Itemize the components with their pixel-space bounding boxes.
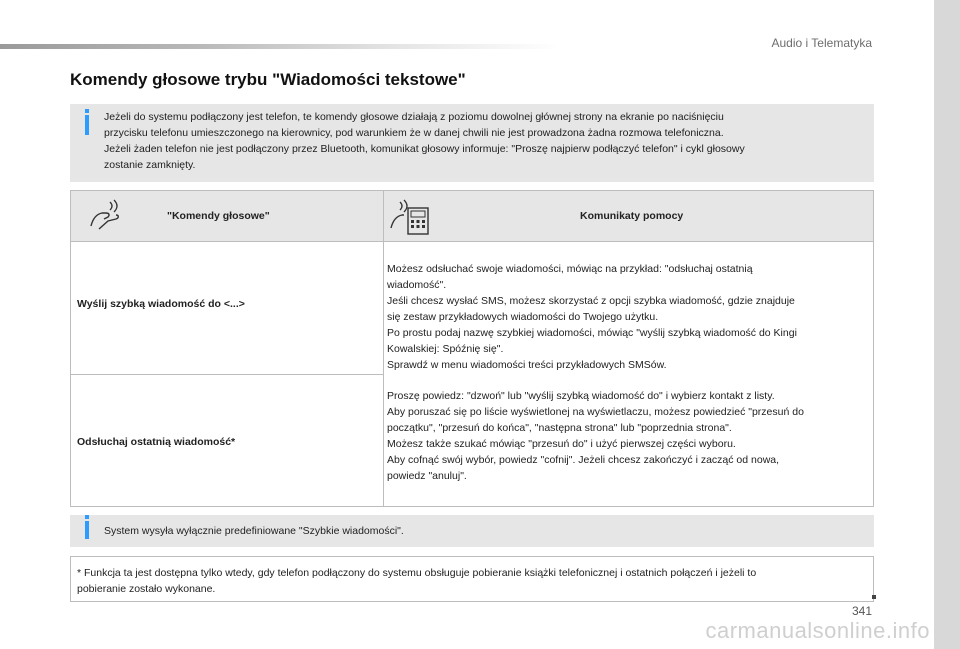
- footnote-box: [70, 556, 874, 602]
- help-line: Sprawdź w menu wiadomości treści przykładowych SMSów.: [387, 359, 667, 371]
- voice-command-icon: [88, 198, 124, 232]
- help-line: wiadomość".: [387, 279, 447, 291]
- info-text: System wysyła wyłącznie predefiniowane "Szybkie wiadomości".: [104, 525, 404, 537]
- voice-help-icon: [388, 198, 432, 236]
- help-line: Możesz także szukać mówiąc "przesuń do" i użyć pierwszej części wyboru.: [387, 438, 736, 450]
- info-text: [104, 109, 860, 173]
- help-line: Aby poruszać się po liście wyświetlonej na wyświetlaczu, możesz powiedzieć "przesuń do: [387, 406, 804, 418]
- info-box-predefined: [70, 515, 874, 547]
- command-listen-last-message: Odsłuchaj ostatnią wiadomość*: [77, 436, 236, 448]
- page-number: 341: [851, 604, 872, 618]
- page-title: Komendy głosowe trybu "Wiadomości tekstowe": [70, 70, 466, 89]
- table-header: [71, 191, 873, 242]
- info-box-connection: [70, 104, 874, 182]
- help-line: się zestaw przykładowych wiadomości do Twojego użytku.: [387, 311, 659, 323]
- header-help-messages: [383, 191, 874, 241]
- help-line: Proszę powiedz: "dzwoń" lub "wyślij szybką wiadomość do" i wybierz kontakt z listy.: [387, 390, 775, 402]
- footnote-text: [77, 565, 859, 597]
- info-line: przycisku telefonu umieszczonego na kierownicy, pod warunkiem że w danej chwili nie jest prowadzona żadna rozmowa telefoniczna.: [104, 127, 724, 139]
- command-send-quick-message: Wyślij szybką wiadomość do <...>: [77, 298, 245, 310]
- info-line: zostanie zamknięty.: [104, 159, 196, 171]
- section-label: Audio i Telematyka: [771, 36, 872, 50]
- help-line: Aby cofnąć swój wybór, powiedz "cofnij". Jeżeli chcesz zakończyć i zacząć od nowa,: [387, 454, 780, 466]
- header-decorative-bar: [0, 44, 560, 49]
- page-marker: [872, 595, 876, 599]
- voice-commands-table: [70, 190, 874, 507]
- help-line: Jeśli chcesz wysłać SMS, możesz skorzystać z opcji szybka wiadomość, gdzie znajduje: [387, 295, 795, 307]
- footnote-line: pobieranie zostało wykonane.: [77, 583, 216, 595]
- help-line: Możesz odsłuchać swoje wiadomości, mówiąc na przykład: "odsłuchaj ostatnią: [387, 263, 753, 275]
- info-icon: [85, 115, 89, 135]
- header-label: Komunikaty pomocy: [580, 210, 684, 222]
- help-listen-last-message: [387, 388, 867, 484]
- watermark: carmanualsonline.info: [705, 618, 930, 643]
- row-divider: [71, 374, 383, 375]
- help-send-quick-message: [387, 261, 867, 373]
- info-icon: [85, 521, 89, 539]
- info-line: Jeżeli żaden telefon nie jest podłączony przez Bluetooth, komunikat głosowy informuje: "Proszę najpierw podłączyć telefon" i cykl głosowy: [104, 143, 745, 155]
- header-label: "Komendy głosowe": [167, 210, 270, 222]
- help-line: początku", "przesuń do końca", "następna strona" lub "poprzednia strona".: [387, 422, 732, 434]
- help-line: powiedz "anuluj".: [387, 470, 467, 482]
- info-line: Jeżeli do systemu podłączony jest telefon, te komendy głosowe działają z poziomu dowolnej głównej strony na ekranie po naciśnięciu: [104, 111, 724, 123]
- footnote-line: * Funkcja ta jest dostępna tylko wtedy, gdy telefon podłączony do systemu obsługuje pobieranie książki telefonicznej i ostatnich połączeń i jeżeli to: [77, 567, 757, 579]
- help-line: Po prostu podaj nazwę szybkiej wiadomości, mówiąc "wyślij szybką wiadomość do Kingi: [387, 327, 797, 339]
- header-voice-commands: [71, 191, 383, 241]
- page-side-strip: [934, 0, 960, 649]
- help-line: Kowalskiej: Spóźnię się".: [387, 343, 504, 355]
- column-divider: [383, 241, 384, 506]
